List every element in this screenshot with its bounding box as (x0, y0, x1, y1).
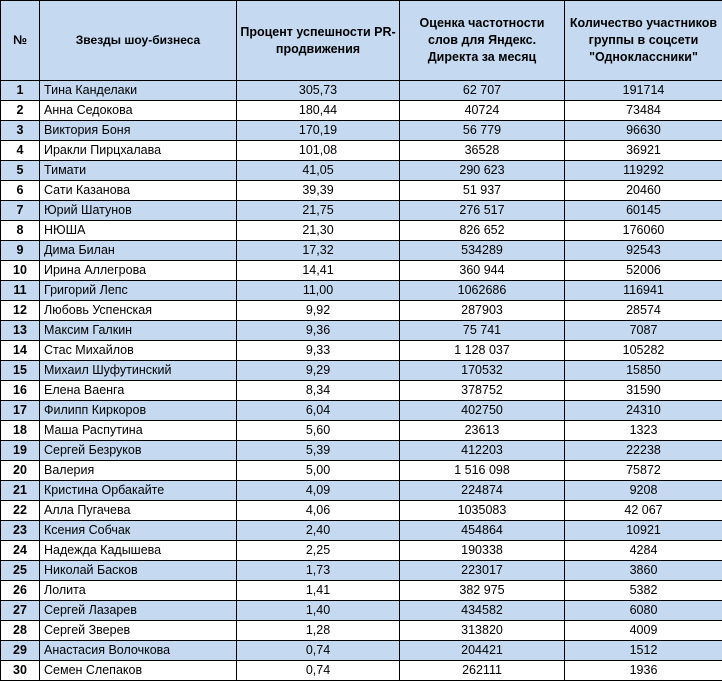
pr-success-percent: 1,28 (237, 621, 400, 641)
row-number: 4 (1, 141, 40, 161)
odnoklassniki-members: 1512 (565, 641, 722, 661)
table-row (1, 281, 722, 301)
celebrity-name: Максим Галкин (40, 321, 237, 341)
table-row (1, 221, 722, 241)
odnoklassniki-members: 6080 (565, 601, 722, 621)
row-number: 29 (1, 641, 40, 661)
yandex-frequency: 826 652 (400, 221, 565, 241)
yandex-frequency: 170532 (400, 361, 565, 381)
table-row (1, 101, 722, 121)
row-number: 30 (1, 661, 40, 681)
table-row (1, 81, 722, 101)
pr-success-percent: 101,08 (237, 141, 400, 161)
table-row (1, 161, 722, 181)
odnoklassniki-members: 116941 (565, 281, 722, 301)
table-row (1, 341, 722, 361)
celebrity-name: Анастасия Волочкова (40, 641, 237, 661)
celebrity-name: Алла Пугачева (40, 501, 237, 521)
celebrity-name: Ксения Собчак (40, 521, 237, 541)
odnoklassniki-members: 119292 (565, 161, 722, 181)
celebrity-name: Филипп Киркоров (40, 401, 237, 421)
pr-success-percent: 170,19 (237, 121, 400, 141)
celebrity-name: Тимати (40, 161, 237, 181)
odnoklassniki-members: 28574 (565, 301, 722, 321)
table-row (1, 461, 722, 481)
row-number: 17 (1, 401, 40, 421)
yandex-frequency: 287903 (400, 301, 565, 321)
celebrity-name: Валерия (40, 461, 237, 481)
row-number: 24 (1, 541, 40, 561)
table-row (1, 181, 722, 201)
header-ok: Количество участников группы в соцсети "Одноклассники" (565, 1, 722, 81)
odnoklassniki-members: 4009 (565, 621, 722, 641)
celebrity-name: Григорий Лепс (40, 281, 237, 301)
celebrity-name: Любовь Успенская (40, 301, 237, 321)
pr-success-percent: 14,41 (237, 261, 400, 281)
pr-success-percent: 1,40 (237, 601, 400, 621)
odnoklassniki-members: 96630 (565, 121, 722, 141)
celebrity-name: Сергей Зверев (40, 621, 237, 641)
celebrity-name: Анна Седокова (40, 101, 237, 121)
row-number: 25 (1, 561, 40, 581)
row-number: 21 (1, 481, 40, 501)
table-row (1, 321, 722, 341)
row-number: 5 (1, 161, 40, 181)
yandex-frequency: 434582 (400, 601, 565, 621)
pr-success-percent: 1,41 (237, 581, 400, 601)
odnoklassniki-members: 1936 (565, 661, 722, 681)
table-row (1, 201, 722, 221)
odnoklassniki-members: 105282 (565, 341, 722, 361)
yandex-frequency: 378752 (400, 381, 565, 401)
odnoklassniki-members: 7087 (565, 321, 722, 341)
header-pr: Процент успешности PR-продвижения (237, 1, 400, 81)
table-row (1, 141, 722, 161)
header-num: № (1, 1, 40, 81)
row-number: 16 (1, 381, 40, 401)
pr-success-percent: 8,34 (237, 381, 400, 401)
table-row (1, 421, 722, 441)
odnoklassniki-members: 60145 (565, 201, 722, 221)
table-row (1, 661, 722, 681)
row-number: 28 (1, 621, 40, 641)
pr-success-percent: 1,73 (237, 561, 400, 581)
table-row (1, 301, 722, 321)
odnoklassniki-members: 92543 (565, 241, 722, 261)
row-number: 19 (1, 441, 40, 461)
celebrity-name: Лолита (40, 581, 237, 601)
pr-success-percent: 11,00 (237, 281, 400, 301)
odnoklassniki-members: 5382 (565, 581, 722, 601)
table-row (1, 261, 722, 281)
table-row (1, 121, 722, 141)
celebrity-name: Стас Михайлов (40, 341, 237, 361)
odnoklassniki-members: 42 067 (565, 501, 722, 521)
yandex-frequency: 62 707 (400, 81, 565, 101)
pr-success-percent: 0,74 (237, 661, 400, 681)
yandex-frequency: 402750 (400, 401, 565, 421)
yandex-frequency: 1 516 098 (400, 461, 565, 481)
row-number: 22 (1, 501, 40, 521)
odnoklassniki-members: 1323 (565, 421, 722, 441)
odnoklassniki-members: 3860 (565, 561, 722, 581)
table-row (1, 441, 722, 461)
header-name: Звезды шоу-бизнеса (40, 1, 237, 81)
pr-success-percent: 6,04 (237, 401, 400, 421)
odnoklassniki-members: 15850 (565, 361, 722, 381)
yandex-frequency: 224874 (400, 481, 565, 501)
yandex-frequency: 534289 (400, 241, 565, 261)
header-row (1, 1, 722, 81)
celebrity-name: Тина Канделаки (40, 81, 237, 101)
pr-success-percent: 17,32 (237, 241, 400, 261)
odnoklassniki-members: 10921 (565, 521, 722, 541)
pr-success-percent: 39,39 (237, 181, 400, 201)
odnoklassniki-members: 20460 (565, 181, 722, 201)
table-row (1, 601, 722, 621)
pr-success-percent: 5,60 (237, 421, 400, 441)
yandex-frequency: 23613 (400, 421, 565, 441)
yandex-frequency: 454864 (400, 521, 565, 541)
celebrity-name: Елена Ваенга (40, 381, 237, 401)
table-row (1, 501, 722, 521)
yandex-frequency: 360 944 (400, 261, 565, 281)
yandex-frequency: 1 128 037 (400, 341, 565, 361)
table-row (1, 541, 722, 561)
yandex-frequency: 204421 (400, 641, 565, 661)
odnoklassniki-members: 176060 (565, 221, 722, 241)
odnoklassniki-members: 75872 (565, 461, 722, 481)
pr-success-percent: 21,75 (237, 201, 400, 221)
row-number: 11 (1, 281, 40, 301)
pr-success-percent: 9,29 (237, 361, 400, 381)
pr-success-percent: 5,00 (237, 461, 400, 481)
row-number: 15 (1, 361, 40, 381)
row-number: 3 (1, 121, 40, 141)
pr-success-percent: 41,05 (237, 161, 400, 181)
odnoklassniki-members: 52006 (565, 261, 722, 281)
yandex-frequency: 190338 (400, 541, 565, 561)
row-number: 2 (1, 101, 40, 121)
row-number: 20 (1, 461, 40, 481)
celebrity-name: Иракли Пирцхалава (40, 141, 237, 161)
row-number: 7 (1, 201, 40, 221)
celebrity-name: Маша Распутина (40, 421, 237, 441)
pr-success-percent: 5,39 (237, 441, 400, 461)
odnoklassniki-members: 24310 (565, 401, 722, 421)
celebrity-name: Сергей Безруков (40, 441, 237, 461)
odnoklassniki-members: 36921 (565, 141, 722, 161)
yandex-frequency: 276 517 (400, 201, 565, 221)
celebrity-name: Семен Слепаков (40, 661, 237, 681)
pr-success-percent: 4,06 (237, 501, 400, 521)
odnoklassniki-members: 22238 (565, 441, 722, 461)
yandex-frequency: 51 937 (400, 181, 565, 201)
row-number: 27 (1, 601, 40, 621)
yandex-frequency: 56 779 (400, 121, 565, 141)
celebrity-name: Надежда Кадышева (40, 541, 237, 561)
yandex-frequency: 40724 (400, 101, 565, 121)
yandex-frequency: 290 623 (400, 161, 565, 181)
table-row (1, 361, 722, 381)
table-row (1, 401, 722, 421)
celebrity-name: Юрий Шатунов (40, 201, 237, 221)
yandex-frequency: 36528 (400, 141, 565, 161)
table-row (1, 481, 722, 501)
pr-success-percent: 9,36 (237, 321, 400, 341)
row-number: 26 (1, 581, 40, 601)
pr-success-percent: 9,92 (237, 301, 400, 321)
table-row (1, 621, 722, 641)
odnoklassniki-members: 4284 (565, 541, 722, 561)
pr-success-percent: 9,33 (237, 341, 400, 361)
header-yandex: Оценка частотности слов для Яндекс. Директа за месяц (400, 1, 565, 81)
row-number: 13 (1, 321, 40, 341)
row-number: 9 (1, 241, 40, 261)
yandex-frequency: 1062686 (400, 281, 565, 301)
pr-success-percent: 2,25 (237, 541, 400, 561)
odnoklassniki-members: 31590 (565, 381, 722, 401)
yandex-frequency: 75 741 (400, 321, 565, 341)
table-row (1, 241, 722, 261)
table-body (1, 81, 722, 681)
pr-success-percent: 180,44 (237, 101, 400, 121)
yandex-frequency: 262111 (400, 661, 565, 681)
row-number: 14 (1, 341, 40, 361)
celebrity-name: Кристина Орбакайте (40, 481, 237, 501)
row-number: 10 (1, 261, 40, 281)
yandex-frequency: 223017 (400, 561, 565, 581)
table-row (1, 381, 722, 401)
table-row (1, 641, 722, 661)
pr-success-percent: 21,30 (237, 221, 400, 241)
yandex-frequency: 382 975 (400, 581, 565, 601)
pr-success-percent: 0,74 (237, 641, 400, 661)
row-number: 8 (1, 221, 40, 241)
table-row (1, 561, 722, 581)
celebrity-name: НЮША (40, 221, 237, 241)
celebrity-name: Ирина Аллегрова (40, 261, 237, 281)
odnoklassniki-members: 191714 (565, 81, 722, 101)
yandex-frequency: 412203 (400, 441, 565, 461)
odnoklassniki-members: 9208 (565, 481, 722, 501)
celebrity-name: Сати Казанова (40, 181, 237, 201)
yandex-frequency: 313820 (400, 621, 565, 641)
odnoklassniki-members: 73484 (565, 101, 722, 121)
pr-success-percent: 305,73 (237, 81, 400, 101)
pr-success-percent: 2,40 (237, 521, 400, 541)
yandex-frequency: 1035083 (400, 501, 565, 521)
celebrity-name: Михаил Шуфутинский (40, 361, 237, 381)
celebrity-name: Виктория Боня (40, 121, 237, 141)
row-number: 1 (1, 81, 40, 101)
row-number: 18 (1, 421, 40, 441)
table-row (1, 521, 722, 541)
row-number: 6 (1, 181, 40, 201)
row-number: 12 (1, 301, 40, 321)
pr-success-percent: 4,09 (237, 481, 400, 501)
celebrity-name: Дима Билан (40, 241, 237, 261)
table-row (1, 581, 722, 601)
celebrity-name: Николай Басков (40, 561, 237, 581)
celebrity-name: Сергей Лазарев (40, 601, 237, 621)
row-number: 23 (1, 521, 40, 541)
